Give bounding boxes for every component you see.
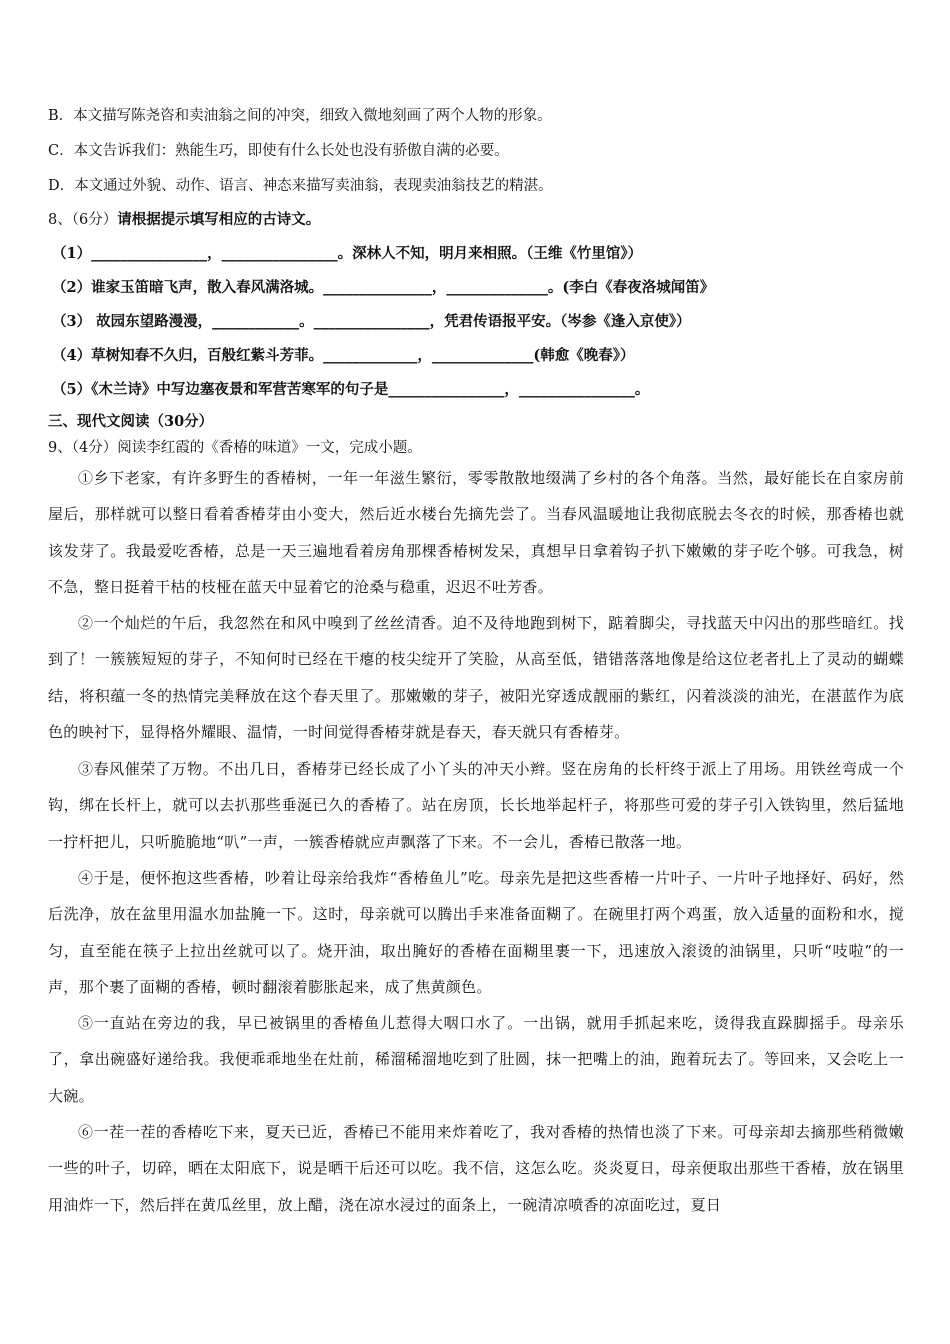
question-8-number: 8、（6分）: [48, 212, 118, 228]
option-d: D．本文通过外貌、动作、语言、神态来描写卖油翁，表现卖油翁技艺的精湛。: [48, 178, 553, 194]
article-paragraph-2: ②一个灿烂的午后，我忽然在和风中嗅到了丝丝清香。迫不及待地跑到树下，踮着脚尖，寻找蓝天中闪出的那些暗红。找到了！一簇簇短短的芽子，不知何时已经在干瘪的枝尖绽开了笑脸，从高至低，错错落落地像是给这位老者扎上了灵动的蝴蝶结，将积蕴一冬的热情完美释放在这个春天里了。那嫩嫩的芽子，被阳光穿透成靓丽的紫红，闪着淡淡的油光，在湛蓝作为底色的映衬下，显得格外耀眼、温情，一时间觉得香椿芽就是春天，春天就只有香椿芽。: [48, 614, 904, 741]
option-c: C．本文告诉我们：熟能生巧，即使有什么长处也没有骄傲自满的必要。: [48, 143, 509, 159]
article-paragraph-6: ⑥一茬一茬的香椿吃下来，夏天已近，香椿已不能用来炸着吃了，我对香椿的热情也淡了下来。可母亲却去摘那些稍微嫩一些的叶子，切碎，晒在太阳底下，说是晒干后还可以吃。我不信，这怎么吃。炎炎夏日，母亲便取出那些干香椿，放在锅里用油炸一下，然后拌在黄瓜丝里，放上醋，浇在凉水浸过的面条上，一碗清凉喷香的凉面吃过，夏日: [48, 1123, 904, 1214]
article-paragraph-4: ④于是，便怀抱这些香椿，吵着让母亲给我炸“香椿鱼儿”吃。母亲先是把这些香椿一片叶子、一片叶子地择好、码好，然后洗净，放在盆里用温水加盐腌一下。这时，母亲就可以腾出手来准备面糊了。在碗里打两个鸡蛋，放入适量的面粉和水，搅匀，直至能在筷子上拉出丝就可以了。烧开油，取出腌好的香椿在面糊里裹一下，迅速放入滚烫的油锅里，只听“吱啦”的一声，那个裹了面糊的香椿，顿时翻滚着膨胀起来，成了焦黄颜色。: [48, 869, 904, 996]
poem-blank-2: （2）谁家玉笛暗飞声，散入春风满洛城。_______________，______________。(李白《春夜洛城闻笛》: [52, 279, 715, 296]
poem-blank-1: （1）________________，________________。深林人不知，明月来相照。（王维《竹里馆》）: [52, 245, 643, 262]
poem-blank-5: （5）《木兰诗》中写边塞夜景和军营苦寒军的句子是________________，________________。: [52, 381, 650, 398]
question-9-intro: 9、（4分）阅读李红霞的《香椿的味道》一文，完成小题。: [48, 440, 422, 456]
poem-blank-3: （3） 故园东望路漫漫，____________。________________，凭君传语报平安。（岑参《逢入京使》）: [52, 313, 691, 330]
poem-blank-4: （4）草树知春不久归，百般红紫斗芳菲。_____________，______________(韩愈《晚春》）: [52, 347, 635, 364]
article-paragraph-5: ⑤一直站在旁边的我，早已被锅里的香椿鱼儿惹得大咽口水了。一出锅，就用手抓起来吃，烫得我直跺脚摇手。母亲乐了，拿出碗盛好递给我。我便乖乖地坐在灶前，稀溜稀溜地吃到了肚圆，抹一把嘴上的油，跑着玩去了。等回来，又会吃上一大碗。: [48, 1014, 904, 1105]
question-8-instruction: 请根据提示填写相应的古诗文。: [117, 211, 321, 228]
option-b: B．本文描写陈尧咨和卖油翁之间的冲突，细致入微地刻画了两个人物的形象。: [48, 108, 552, 124]
section-3-title: 三、现代文阅读（30分）: [48, 413, 214, 430]
article-paragraph-3: ③春风催荣了万物。不出几日，香椿芽已经长成了小丫头的冲天小辫。竖在房角的长杆终于派上了用场。用铁丝弯成一个钩，绑在长杆上，就可以去扒那些垂涎已久的香椿了。站在房顶，长长地举起杆子，将那些可爱的芽子引入铁钩里，然后猛地一拧杆把儿，只听脆脆地“叭”一声，一簇香椿就应声飘落了下来。不一会儿，香椿已散落一地。: [48, 760, 904, 851]
article-paragraph-1: ①乡下老家，有许多野生的香椿树，一年一年滋生繁衍，零零散散地缀满了乡村的各个角落。当然，最好能长在自家房前屋后，那样就可以整日看着香椿芽由小变大，然后近水楼台先摘先尝了。当春风温暖地让我彻底脱去冬衣的时候，那香椿也就该发芽了。我最爱吃香椿，总是一天三遍地看着房角那棵香椿树发呆，真想早日拿着钩子扒下嫩嫩的芽子吃个够。可我急，树不急，整日挺着干枯的枝桠在蓝天中显着它的沧桑与稳重，迟迟不吐芳香。: [48, 469, 904, 596]
question-8-header: [48, 208, 320, 229]
